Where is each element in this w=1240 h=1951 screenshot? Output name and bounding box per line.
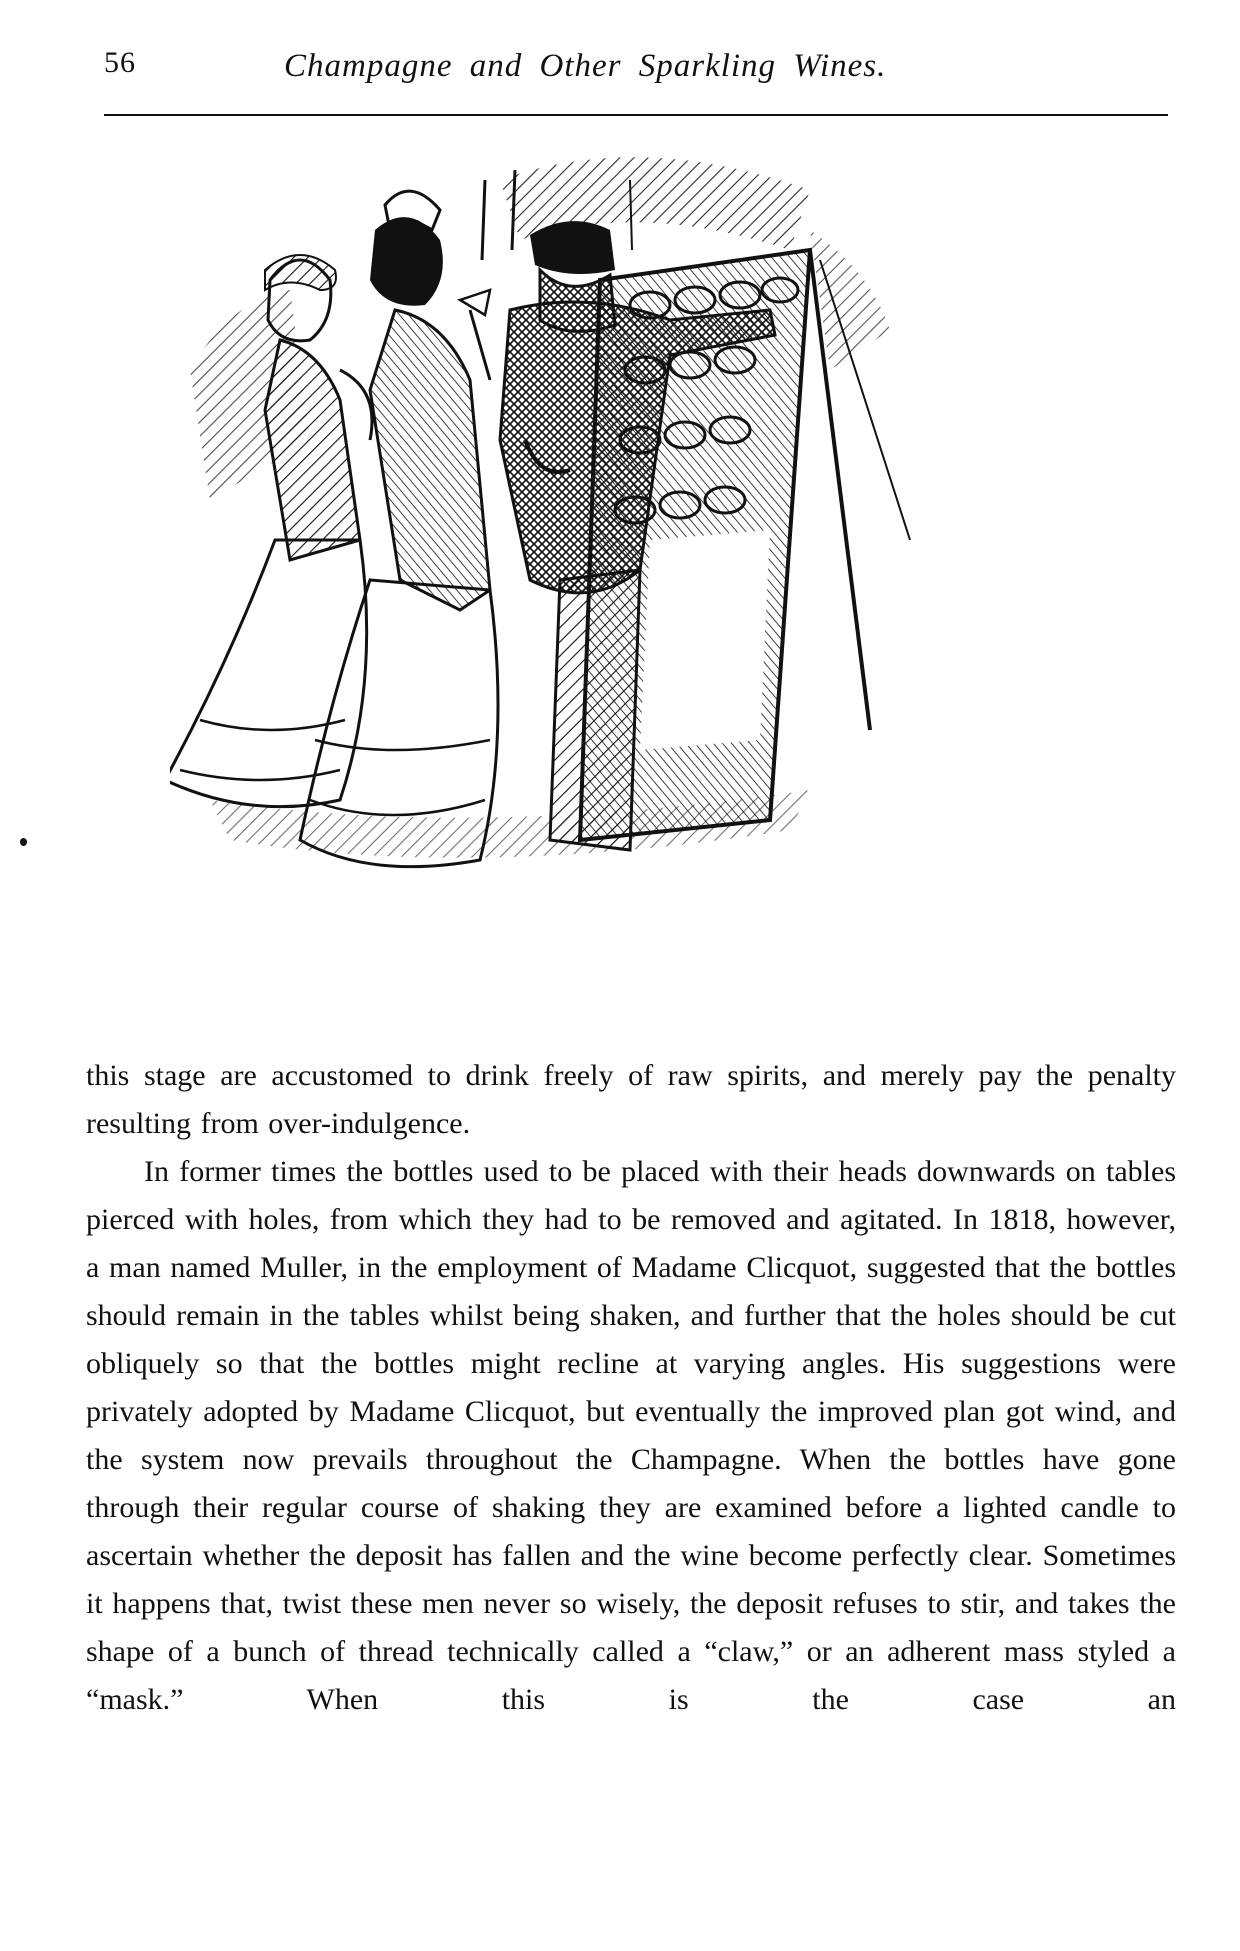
header-rule (104, 114, 1168, 116)
page-header (104, 46, 1164, 106)
running-title: Champagne and Other Sparkling Wines. (284, 48, 887, 84)
engraving-illustration (170, 140, 1090, 1040)
page-number: 56 (104, 46, 136, 79)
paragraph: In former times the bottles used to be placed with their heads downwards on tables pierced with holes, from which they had to be removed and agitated. In 1818, however, a man named Muller, in the employment of Madame Clicquot, suggested that the bottles should remain in the tables whilst being shaken, and further that the holes should be cut obliquely so that the bottles might recline at varying angles. His suggestions were privately adopted by Madame Clicquot, but eventually the improved plan got wind, and the system now prevails throughout the Champagne. When the bottles have gone through their regular course of shaking they are examined before a lighted candle to ascertain whether the deposit has fallen and the wine become perfectly clear. Sometimes it happens that, twist these men never so wisely, the deposit refuses to stir, and takes the shape of a bunch of thread technically called a “claw,” or an adherent mass styled a “mask.” When this is the case an (86, 1155, 1176, 1716)
stray-ink-mark (20, 838, 27, 846)
paragraph-continued: this stage are accustomed to drink freely of raw spirits, and merely pay the penalty resulting from over-indulgence. (86, 1059, 1176, 1140)
body-text (86, 1052, 1176, 1724)
